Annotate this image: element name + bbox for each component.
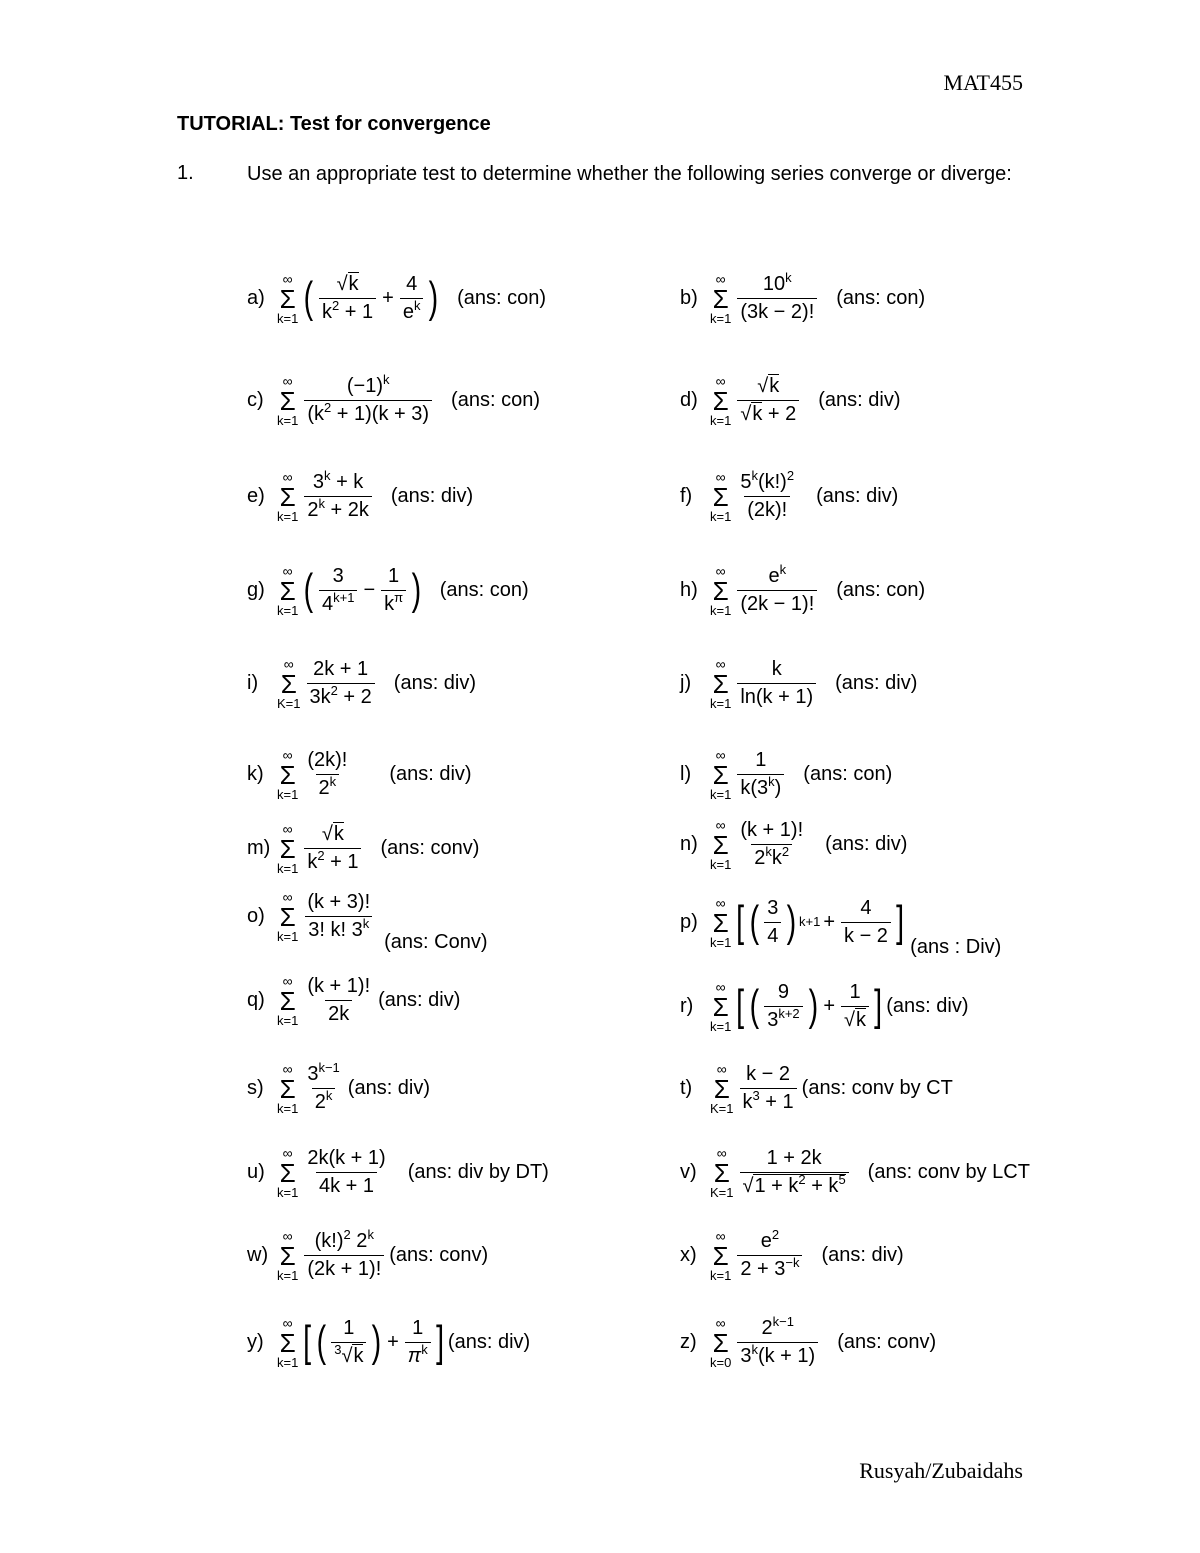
item-label: b) (680, 286, 698, 309)
series-formula: ∞ Σ k=1 $\frac{e^k}{(2k - 1)!}$ (710, 564, 820, 617)
answer-text: (ans: div) (816, 484, 899, 507)
item-label: y) (247, 1330, 264, 1353)
item-label: e) (247, 484, 265, 507)
series-item-s (247, 1048, 430, 1128)
answer-text: (ans: conv by LCT (867, 1160, 1030, 1183)
series-formula: ∞ Σ k=1 ( $\frac{√k}{k^2 + 1}$ + $\frac{4}{e^k}$ ) (277, 270, 439, 326)
item-label: z) (680, 1330, 697, 1353)
item-label: l) (680, 762, 692, 785)
question-number: 1. (177, 162, 194, 184)
answer-text: (ans: conv by CT (801, 1076, 953, 1099)
series-formula: ∞ Σ k=0 $\frac{2^{k-1}}{3^k(k + 1)}$ (710, 1316, 821, 1369)
answer-text: (ans: conv) (389, 1243, 489, 1266)
item-label: q) (247, 988, 265, 1011)
item-label: p) (680, 910, 698, 933)
answer-text: (ans: div) (818, 388, 901, 411)
answer-text: (ans: con) (457, 286, 547, 309)
answer-text: (ans: div) (378, 988, 461, 1011)
item-label: x) (680, 1243, 697, 1266)
series-item-v (680, 1132, 1030, 1212)
series-item-z (680, 1302, 936, 1382)
item-label: u) (247, 1160, 265, 1183)
answer-text: (ans: div) (825, 832, 908, 855)
author-footer: Rusyah/Zubaidahs (859, 1458, 1023, 1483)
series-item-q (247, 960, 460, 1040)
series-formula: ∞ Σ k=1 $\frac{(k + 1)!}{2^kk^2}$ (710, 816, 804, 872)
answer-text: (ans: div) (393, 671, 477, 694)
item-label: a) (247, 286, 265, 309)
series-item-y (247, 1302, 530, 1382)
series-formula: ∞ Σ k=1 $\frac{(k + 3)!}{3! k! 3^k}$ (277, 890, 376, 943)
item-label: c) (247, 388, 264, 411)
series-formula: ∞ Σ k=1 $\frac{√k}{√k + 2}$ (710, 374, 802, 427)
item-label: n) (680, 832, 698, 855)
course-code: MAT455 (943, 70, 1023, 95)
series-formula: ∞ Σ k=1 $\frac{(k + 1)!}{2k}$ (277, 972, 371, 1028)
series-formula: ∞ Σ k=1 ( $\frac{3}{4^{k+1}}$ − $\frac{1}{k^\pi}$ ) (277, 562, 422, 618)
answer-text: (ans: div) (447, 1330, 531, 1353)
series-formula: ∞ Σ k=1 $\frac{(-1)^k}{(k^2 + 1)(k + 3)}$ (277, 374, 435, 427)
item-label: m) (247, 836, 271, 859)
series-item-b (680, 258, 925, 338)
item-label: o) (247, 904, 265, 927)
series-formula: ∞ Σ k=1 [ ( $\frac{9}{3^{k+2}}$ ) + $\frac{1}{√k}$ ] (710, 978, 883, 1034)
series-formula: ∞ Σ k=1 $\frac{(k!)^2 2^k}{(2k + 1)!}$ (277, 1229, 387, 1282)
item-label: r) (680, 994, 694, 1017)
series-item-n (680, 804, 907, 884)
series-formula: ∞ Σ K=1 $\frac{2k + 1}{3k^2 + 2}$ (277, 657, 378, 710)
answer-text: (ans: div) (835, 671, 918, 694)
answer-text: (ans: con) (803, 762, 893, 785)
series-item-e (247, 456, 473, 536)
answer-text: (ans: div) (886, 994, 969, 1017)
series-item-c (247, 360, 540, 440)
series-item-h (680, 550, 925, 630)
series-formula: ∞ Σ k=1 $\frac{10^k}{(3k - 2)!}$ (710, 272, 820, 325)
series-item-g (247, 550, 529, 630)
series-formula: ∞ Σ k=1 $\frac{√k}{k^2 + 1}$ (277, 822, 364, 875)
series-item-x (680, 1215, 904, 1295)
series-formula: ∞ Σ K=1 $\frac{1 + 2k}{√1 + k^2 + k^5}$ (710, 1146, 852, 1199)
series-item-w (247, 1215, 488, 1295)
series-formula: ∞ Σ k=1 $\frac{1}{k(3^k)}$ (710, 748, 787, 801)
series-item-d (680, 360, 900, 440)
series-item-j (680, 643, 917, 723)
answer-text: (ans: Conv) (384, 930, 488, 953)
series-item-t (680, 1048, 953, 1128)
question-instruction: Use an appropriate test to determine whether the following series converge or diverge: (247, 163, 1012, 185)
answer-text: (ans: div) (390, 484, 474, 507)
series-item-u (247, 1132, 549, 1212)
series-formula: ∞ Σ k=1 $\frac{e^2}{2 + 3^{-k}}$ (710, 1229, 805, 1282)
answer-text: (ans : Div) (910, 935, 1002, 958)
series-formula: ∞ Σ k=1 $\frac{k}{\ln(k + 1)}$ (710, 657, 819, 710)
answer-text: (ans: conv) (380, 836, 480, 859)
series-formula: ∞ Σ k=1 $\frac{(2k)!}{2^k}$ (277, 746, 348, 802)
answer-text: (ans: con) (836, 578, 926, 601)
item-label: w) (247, 1243, 269, 1266)
item-label: s) (247, 1076, 264, 1099)
series-formula: ∞ Σ K=1 $\frac{k - 2}{k^3 + 1}$ (710, 1062, 800, 1115)
answer-text: (ans: div) (347, 1076, 431, 1099)
series-item-r (680, 966, 968, 1046)
series-item-p (680, 882, 1001, 962)
item-label: d) (680, 388, 698, 411)
item-label: j) (680, 671, 692, 694)
series-item-i (247, 643, 476, 723)
series-formula: ∞ Σ k=1 [ ( $\frac{1}{^3√k}$ ) + $\frac{1}{\pi^k}$ ] (277, 1314, 444, 1370)
answer-text: (ans: div by DT) (407, 1160, 549, 1183)
page-title: TUTORIAL: Test for convergence (177, 113, 491, 135)
answer-text: (ans: div) (389, 762, 472, 785)
series-formula: ∞ Σ k=1 $\frac{5^k(k!)^2}{(2k)!}$ (710, 467, 795, 524)
series-item-k (247, 734, 472, 814)
answer-text: (ans: div) (821, 1243, 904, 1266)
series-formula: ∞ Σ k=1 $\frac{3^{k-1}}{2^k}$ (277, 1059, 340, 1116)
answer-text: (ans: con) (836, 286, 926, 309)
answer-text: (ans: con) (439, 578, 529, 601)
item-label: i) (247, 671, 259, 694)
series-formula: ∞ Σ k=1 [ ( $\frac{3}{4}$ ) k+1 + $\frac{4}{k - 2}$ ] (710, 894, 905, 950)
item-label: k) (247, 762, 264, 785)
series-item-a (247, 258, 546, 338)
item-label: h) (680, 578, 698, 601)
series-formula: ∞ Σ k=1 $\frac{2k(k + 1)}{4k + 1}$ (277, 1144, 386, 1200)
item-label: v) (680, 1160, 697, 1183)
item-label: f) (680, 484, 693, 507)
item-label: t) (680, 1076, 693, 1099)
series-item-l (680, 734, 892, 814)
series-item-o (247, 876, 488, 956)
item-label: g) (247, 578, 265, 601)
answer-text: (ans: con) (451, 388, 540, 411)
answer-text: (ans: conv) (837, 1330, 937, 1353)
series-item-f (680, 456, 898, 536)
series-formula: ∞ Σ k=1 $\frac{3^k + k}{2^k + 2k}$ (277, 470, 375, 523)
